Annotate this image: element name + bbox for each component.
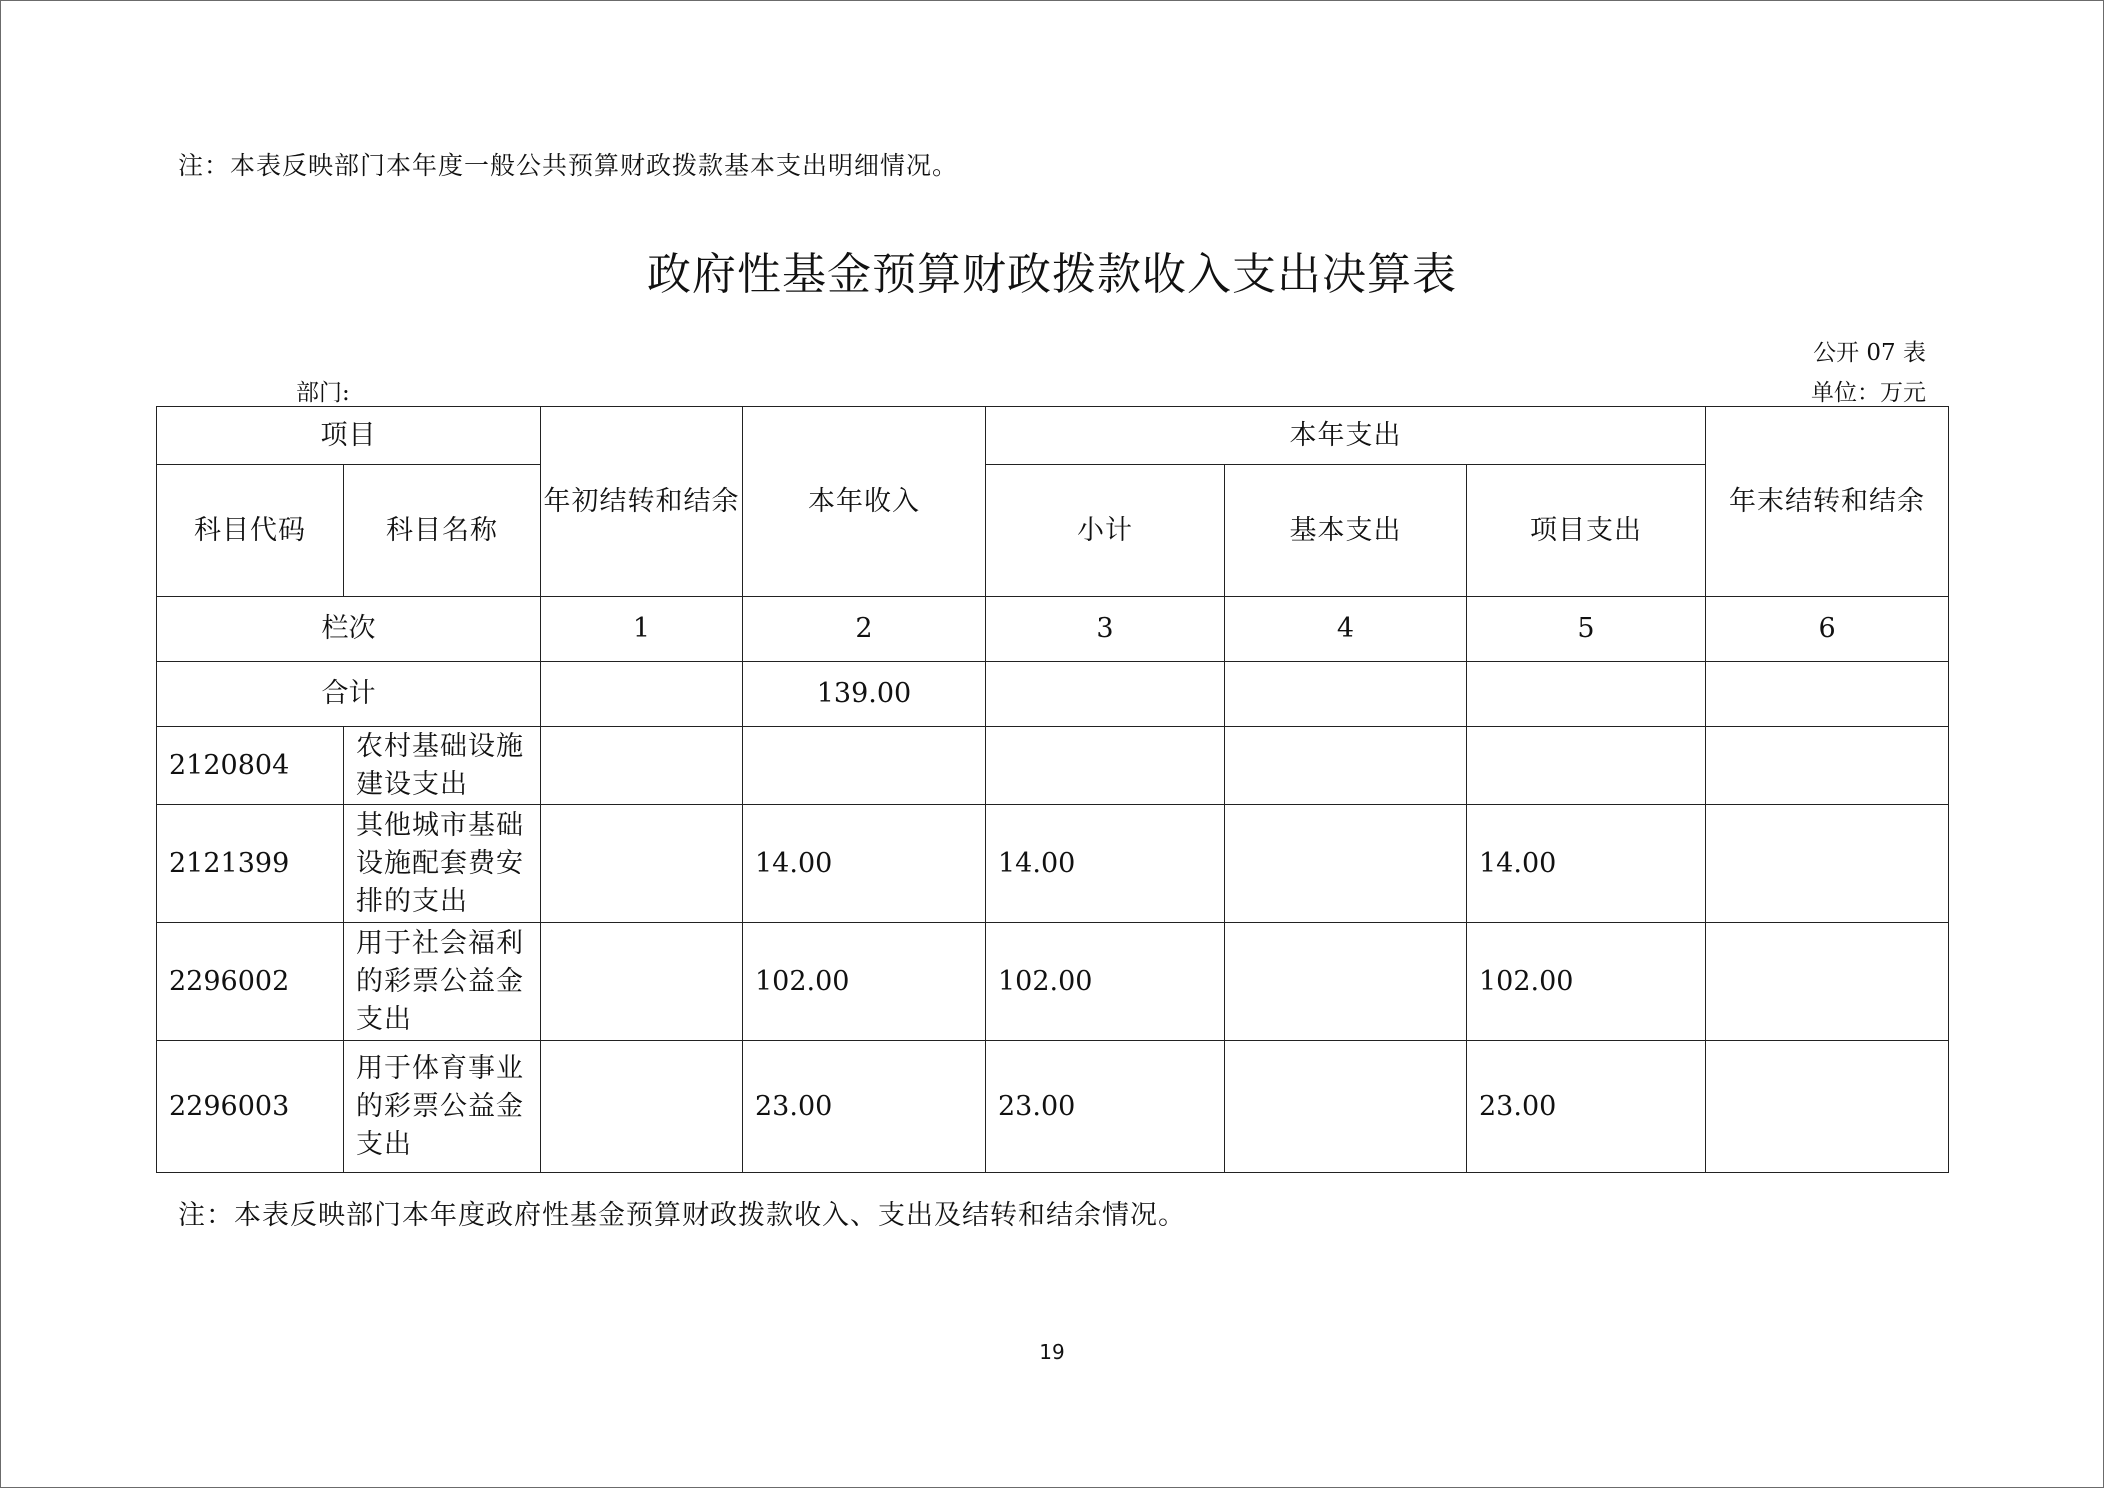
column-number-5: 5 [1467,597,1706,662]
unit-label: 单位：万元 [1811,380,1926,406]
row-code: 2296002 [157,923,344,1041]
row-income [743,727,986,805]
header-subtotal: 小计 [986,465,1225,597]
row-closing-balance [1706,727,1949,805]
budget-table [156,406,1949,1173]
row-project: 102.00 [1467,923,1706,1041]
row-closing-balance [1706,923,1949,1041]
row-name-line: 农村基础设施 [356,730,524,762]
row-name [344,923,541,1041]
row-name-line: 设施配套费安 [356,847,524,879]
column-number-2: 2 [743,597,986,662]
total-basic [1225,662,1467,727]
row-basic [1225,805,1467,923]
total-label: 合计 [157,662,541,727]
row-name [344,805,541,923]
header-income: 本年收入 [743,407,986,597]
column-number-4: 4 [1225,597,1467,662]
row-name-line: 排的支出 [356,885,468,917]
row-income: 14.00 [743,805,986,923]
header-opening-balance: 年初结转和结余 [541,407,743,597]
header-basic: 基本支出 [1225,465,1467,597]
page-number: 19 [1039,1340,1065,1364]
row-name [344,1041,541,1173]
row-income: 23.00 [743,1041,986,1173]
row-name-line: 用于体育事业 [356,1052,524,1084]
total-project [1467,662,1706,727]
row-code: 2296003 [157,1041,344,1173]
row-income: 102.00 [743,923,986,1041]
row-basic [1225,923,1467,1041]
header-row-1 [157,407,1949,465]
row-project: 23.00 [1467,1041,1706,1173]
row-project [1467,727,1706,805]
department-label: 部门: [296,380,350,406]
row-opening-balance [541,727,743,805]
row-name-line: 其他城市基础 [356,809,524,841]
form-number: 公开 07 表 [1813,340,1926,366]
row-opening-balance [541,805,743,923]
column-number-1: 1 [541,597,743,662]
total-row [157,662,1949,727]
row-name-line: 用于社会福利 [356,927,524,959]
row-subtotal: 14.00 [986,805,1225,923]
column-number-label: 栏次 [157,597,541,662]
bottom-note: 注：本表反映部门本年度政府性基金预算财政拨款收入、支出及结转和结余情况。 [178,1200,1186,1231]
total-income: 139.00 [743,662,986,727]
header-row-2 [157,465,1949,597]
row-closing-balance [1706,805,1949,923]
table-row [157,923,1949,1041]
total-closing-balance [1706,662,1949,727]
row-basic [1225,727,1467,805]
column-number-3: 3 [986,597,1225,662]
top-note: 注：本表反映部门本年度一般公共预算财政拨款基本支出明细情况。 [178,151,959,180]
row-name-line: 支出 [356,1128,412,1160]
header-name: 科目名称 [344,465,541,597]
header-code: 科目代码 [157,465,344,597]
page-title: 政府性基金预算财政拨款收入支出决算表 [647,249,1457,300]
row-name-line: 的彩票公益金 [356,1090,524,1122]
row-project: 14.00 [1467,805,1706,923]
row-opening-balance [541,1041,743,1173]
row-name-line: 的彩票公益金 [356,965,524,997]
header-expenditure: 本年支出 [986,407,1706,465]
total-subtotal [986,662,1225,727]
row-basic [1225,1041,1467,1173]
header-project: 项目支出 [1467,465,1706,597]
table-row [157,1041,1949,1173]
row-code: 2121399 [157,805,344,923]
table-row [157,805,1949,923]
row-subtotal: 102.00 [986,923,1225,1041]
row-name-line: 支出 [356,1003,412,1035]
table-row [157,727,1949,805]
column-number-6: 6 [1706,597,1949,662]
row-code: 2120804 [157,727,344,805]
row-opening-balance [541,923,743,1041]
row-closing-balance [1706,1041,1949,1173]
row-subtotal [986,727,1225,805]
total-opening-balance [541,662,743,727]
header-item: 项目 [157,407,541,465]
row-name [344,727,541,805]
header-closing-balance: 年末结转和结余 [1706,407,1949,597]
row-subtotal: 23.00 [986,1041,1225,1173]
column-number-row [157,597,1949,662]
row-name-line: 建设支出 [356,768,468,800]
